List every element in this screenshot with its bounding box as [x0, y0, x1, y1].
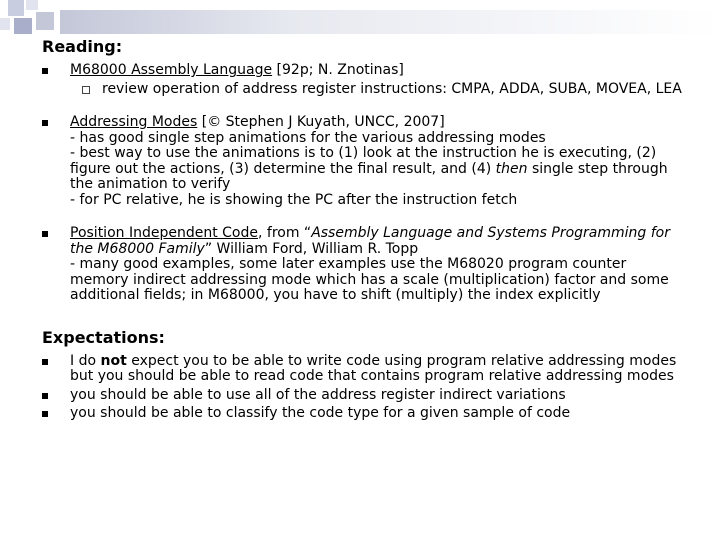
note-line: - for PC relative, he is showing the PC after the instruction fetch	[70, 191, 518, 208]
emphasis-text: then	[495, 160, 528, 177]
note-text: - best way to use the animations is to (1) look at the instruction he is executing, (2) figure out the actions, (3) determine the final result, and (4)	[70, 145, 657, 177]
square-bullet-icon	[42, 411, 48, 417]
sub-item-text: review operation of address register instructions: CMPA, ADDA, SUBA, MOVEA, LEA	[102, 80, 682, 97]
citation-text: [© Stephen J Kuyath, UNCC, 2007]	[197, 114, 445, 130]
sub-list-item	[70, 82, 682, 98]
citation-text: , from “	[258, 225, 312, 241]
list-item	[42, 388, 682, 404]
square-bullet-icon	[42, 359, 48, 365]
expectation-text: you should be able to use all of the address register indirect variations	[70, 386, 566, 403]
emphasis-text: not	[100, 352, 127, 369]
expectation-text: you should be able to classify the code type for a given sample of code	[70, 405, 571, 421]
note-line: - many good examples, some later examples use the M68020 program counter memory indirect addressing mode which has a scale (multiplication) factor and some additional fields; in M68000, you have to shift (multiply) the index explicitly	[70, 256, 669, 303]
reading-list	[42, 63, 682, 304]
note-line	[70, 146, 682, 193]
square-bullet-icon	[42, 231, 48, 237]
expectation-text: expect you to be able to write code using program relative addressing modes but you should be able to read code that contains program relative addressing modes	[70, 352, 677, 384]
position-independent-code-link[interactable]: Position Independent Code	[70, 225, 258, 241]
note-line: - has good single step animations for the various addressing modes	[70, 129, 546, 146]
expectations-heading: Expectations:	[42, 327, 165, 347]
m68000-assembly-link[interactable]: M68000 Assembly Language	[70, 62, 273, 78]
hollow-square-bullet-icon	[82, 86, 90, 94]
list-item	[42, 354, 682, 385]
expectation-text: I do	[70, 352, 101, 369]
addressing-modes-link[interactable]: Addressing Modes	[70, 114, 198, 130]
slide-content	[42, 37, 682, 425]
square-bullet-icon	[42, 68, 48, 74]
list-item	[42, 226, 682, 304]
reading-heading: Reading:	[42, 37, 123, 56]
expectations-list	[42, 354, 682, 422]
citation-text: [92p; N. Znotinas]	[272, 62, 404, 78]
list-item	[42, 63, 682, 97]
citation-text: ” William Ford, William R. Topp	[204, 240, 419, 257]
square-bullet-icon	[42, 393, 48, 399]
note-text: single step through the animation to verify	[70, 160, 668, 192]
square-bullet-icon	[42, 120, 48, 126]
book-title: Assembly Language and Systems Programming for the M68000 Family	[70, 225, 671, 257]
list-item	[42, 115, 682, 208]
title-decoration	[0, 0, 720, 40]
list-item	[42, 406, 682, 422]
